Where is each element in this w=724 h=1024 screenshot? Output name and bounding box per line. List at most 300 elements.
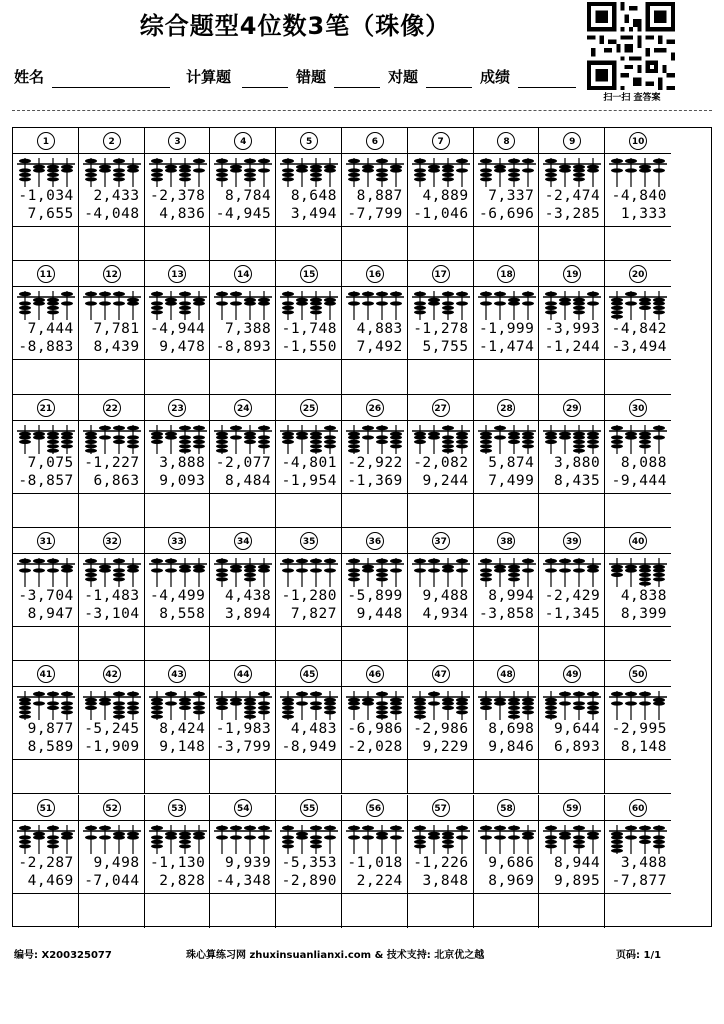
problem-cell [474,261,540,394]
addend-2: 9,229 [422,739,469,756]
answer-box[interactable] [408,626,473,660]
problem-number: 24 [234,399,252,417]
abacus-beads-image [542,158,602,188]
addend-2: -3,285 [544,206,601,222]
name-field[interactable] [52,87,170,88]
answer-box[interactable] [79,493,144,527]
abacus-beads-image [542,558,602,588]
abacus-beads-image [279,825,339,855]
problem-cell [408,261,474,394]
header-divider [276,153,341,154]
answer-box[interactable] [276,226,341,260]
abacus-beads-image [608,158,668,188]
addend-2: -3,799 [215,739,272,756]
header-divider [408,286,473,287]
answer-box[interactable] [539,893,604,928]
addend-1: -2,429 [544,587,601,604]
problem-number: 38 [497,532,515,550]
problem-cell [276,795,342,928]
abacus-beads-image [16,425,76,455]
problem-number: 14 [234,265,252,283]
answer-box[interactable] [13,893,78,928]
problem-number: 37 [432,532,450,550]
addend-2: -8,949 [281,739,337,756]
addend-1: 9,877 [27,721,74,738]
abacus-beads-image [16,558,76,588]
problem-number: 12 [103,265,121,283]
student-info-row [14,66,584,92]
header-divider [13,420,78,421]
answer-box[interactable] [276,626,341,660]
abacus-beads-image [345,291,405,321]
addend-2: -2,890 [281,872,337,889]
answer-box[interactable] [342,759,407,793]
page-title: 综合题型4位数3笔（珠像） [139,12,451,40]
addend-2: -1,369 [347,472,403,489]
problem-number: 18 [497,265,515,283]
addend-2: 8,947 [27,605,74,622]
header-divider [145,553,210,554]
addend-1: 2,433 [93,188,140,204]
header-divider [145,686,210,687]
problem-number: 6 [366,132,384,150]
abacus-beads-image [279,691,339,721]
header-divider [210,820,275,821]
answer-box[interactable] [145,759,210,793]
addend-1: -1,278 [413,321,469,338]
header-divider [13,686,78,687]
answer-box[interactable] [79,626,144,660]
answer-box[interactable] [210,893,275,928]
answer-box[interactable] [13,493,78,527]
qr-caption: 扫一扫 查答案 [603,93,661,103]
problem-cell [276,261,342,394]
problem-cell [408,795,474,928]
abacus-beads-image [477,825,537,855]
header-divider [145,286,210,287]
problem-number: 3 [168,132,186,150]
addend-2: 9,846 [488,739,535,756]
abacus-beads-image [542,691,602,721]
addend-1: 3,488 [620,854,667,871]
problem-cell [145,661,211,794]
problem-cell [539,395,605,528]
abacus-beads-image [82,825,142,855]
header-divider [342,820,407,821]
abacus-beads-image [608,825,668,855]
header-divider [145,153,210,154]
problem-number: 32 [103,532,121,550]
addend-1: 8,887 [356,188,403,204]
answer-box[interactable] [342,626,407,660]
footer-code: 编号: X200325077 [14,950,112,961]
answer-box[interactable] [605,226,671,260]
abacus-beads-image [608,425,668,455]
problem-cell [13,661,79,794]
problem-number: 30 [629,399,647,417]
answer-box[interactable] [210,759,275,793]
addend-1: 5,874 [488,454,535,471]
problem-number: 46 [366,665,384,683]
problem-cell [539,661,605,794]
abacus-beads-image [477,425,537,455]
addend-1: 3,888 [159,454,206,471]
header-divider [79,420,144,421]
addend-1: 7,444 [27,321,74,338]
answer-box[interactable] [342,226,407,260]
addend-2: 7,827 [290,605,337,622]
answer-box[interactable] [276,893,341,928]
addend-2: 9,244 [422,472,469,489]
answer-box[interactable] [474,226,539,260]
addend-1: -2,077 [215,454,272,471]
abacus-beads-image [279,158,339,188]
problem-cell [276,528,342,661]
answer-box[interactable] [474,759,539,793]
problem-cell [342,261,408,394]
header-divider [474,286,539,287]
abacus-beads-image [279,425,339,455]
abacus-beads-image [542,825,602,855]
header-divider [276,420,341,421]
header-divider [474,820,539,821]
addend-1: 8,088 [620,454,667,471]
header-divider [408,553,473,554]
header-divider [539,286,604,287]
problem-cell [210,128,276,261]
header-divider [408,153,473,154]
problem-cell [79,395,145,528]
abacus-beads-image [411,158,471,188]
problem-cell [79,795,145,928]
footer-page: 页码: 1/1 [616,950,662,961]
problem-number: 50 [629,665,647,683]
problem-cell [145,261,211,394]
answer-box[interactable] [539,626,604,660]
abacus-beads-image [16,691,76,721]
header-divider [408,686,473,687]
addend-1: -1,748 [281,321,337,338]
abacus-beads-image [82,691,142,721]
header-divider [79,153,144,154]
addend-1: -5,899 [347,587,403,604]
answer-box[interactable] [342,359,407,393]
answer-box[interactable] [145,493,210,527]
header-divider [474,420,539,421]
abacus-beads-image [411,691,471,721]
problem-cell [474,795,540,928]
addend-1: 4,438 [225,587,272,604]
score-field[interactable] [518,87,576,88]
addend-1: -1,983 [215,721,272,738]
abacus-beads-image [82,158,142,188]
addend-2: 3,848 [422,872,469,889]
problem-cell [13,395,79,528]
addend-2: 9,478 [159,339,206,356]
answer-box[interactable] [605,626,671,660]
problem-cell [13,261,79,394]
answer-box[interactable] [408,359,473,393]
addend-1: 8,424 [159,721,206,738]
addend-2: -3,494 [611,339,667,356]
answer-box[interactable] [539,759,604,793]
answer-box[interactable] [605,493,671,527]
problem-number: 35 [300,532,318,550]
addend-1: 4,883 [356,321,403,338]
answer-box[interactable] [474,626,539,660]
addend-2: 9,895 [554,872,601,889]
abacus-beads-image [345,825,405,855]
abacus-beads-image [213,425,273,455]
problem-number: 45 [300,665,318,683]
addend-2: -1,046 [413,206,469,222]
addend-1: 9,686 [488,854,535,871]
addend-2: -4,348 [215,872,272,889]
problem-number: 16 [366,265,384,283]
addend-2: -4,945 [215,206,272,222]
problem-number: 19 [563,265,581,283]
problem-cell [605,795,671,928]
header-divider [539,820,604,821]
problem-number: 47 [432,665,450,683]
abacus-beads-image [477,558,537,588]
answer-box[interactable] [145,893,210,928]
addend-1: -4,840 [611,188,667,204]
problem-cell [342,661,408,794]
addend-2: -8,893 [215,339,272,356]
answer-box[interactable] [276,359,341,393]
answer-box[interactable] [210,493,275,527]
answer-box[interactable] [474,893,539,928]
header-divider [408,420,473,421]
addend-1: -1,483 [84,587,140,604]
abacus-beads-image [148,425,208,455]
header-divider [79,553,144,554]
abacus-beads-image [148,825,208,855]
answer-box[interactable] [276,493,341,527]
answer-box[interactable] [342,493,407,527]
wrong-field[interactable] [334,87,380,88]
header-divider [210,686,275,687]
answer-box[interactable] [210,626,275,660]
abacus-beads-image [279,558,339,588]
addend-1: 7,075 [27,454,74,471]
problem-cell [474,661,540,794]
problem-cell [276,661,342,794]
answer-box[interactable] [79,893,144,928]
problem-cell [342,395,408,528]
problem-number: 22 [103,399,121,417]
problem-cell [276,128,342,261]
addend-2: -3,858 [479,605,535,622]
addend-2: 8,558 [159,605,206,622]
footer-site: 珠心算练习网 zhuxinsuanlianxi.com & 技术支持: 北京优之越 [186,950,485,961]
problem-cell [605,395,671,528]
cut-line [12,110,712,111]
answer-box[interactable] [13,759,78,793]
answer-box[interactable] [605,893,671,928]
problem-number: 53 [168,799,186,817]
abacus-beads-image [411,825,471,855]
calc-label: 计算题 [186,68,232,86]
answer-box[interactable] [408,493,473,527]
problem-number: 1 [37,132,55,150]
addend-1: 9,498 [93,854,140,871]
answer-box[interactable] [605,359,671,393]
problem-cell [210,395,276,528]
addend-2: 5,755 [422,339,469,356]
addend-1: -2,287 [18,854,74,871]
answer-box[interactable] [539,359,604,393]
header-divider [342,420,407,421]
abacus-beads-image [477,291,537,321]
abacus-beads-image [542,425,602,455]
abacus-beads-image [345,558,405,588]
addend-1: -1,280 [281,587,337,604]
problem-number: 57 [432,799,450,817]
header-divider [79,820,144,821]
addend-2: 4,836 [159,206,206,222]
addend-1: -5,353 [281,854,337,871]
answer-box[interactable] [605,759,671,793]
header-divider [342,553,407,554]
answer-box[interactable] [342,893,407,928]
abacus-beads-image [16,291,76,321]
problem-cell [210,261,276,394]
problem-cell [474,128,540,261]
addend-1: -4,801 [281,454,337,471]
problem-cell [408,661,474,794]
addend-1: -1,034 [18,188,74,204]
addend-2: -1,244 [544,339,601,356]
addend-1: -4,842 [611,321,667,338]
answer-box[interactable] [13,359,78,393]
answer-box[interactable] [79,226,144,260]
problem-cell [79,128,145,261]
addend-1: -3,993 [544,321,601,338]
header-divider [210,153,275,154]
problem-number: 15 [300,265,318,283]
abacus-beads-image [148,158,208,188]
abacus-beads-image [213,291,273,321]
problem-cell [13,528,79,661]
addend-1: 7,781 [93,321,140,338]
abacus-beads-image [345,425,405,455]
problem-cell [474,395,540,528]
header-divider [210,553,275,554]
answer-box[interactable] [276,759,341,793]
problem-number: 27 [432,399,450,417]
right-field[interactable] [426,87,472,88]
answer-box[interactable] [13,226,78,260]
problem-cell [539,128,605,261]
addend-2: 8,439 [93,339,140,356]
problem-number: 5 [300,132,318,150]
problem-cell [145,128,211,261]
addend-1: -2,995 [611,721,667,738]
addend-2: 2,828 [159,872,206,889]
problem-cell [145,795,211,928]
name-label: 姓名 [14,68,45,86]
problem-number: 36 [366,532,384,550]
answer-box[interactable] [539,493,604,527]
problem-number: 33 [168,532,186,550]
header-divider [605,820,671,821]
problem-grid [12,127,712,927]
addend-2: -6,696 [479,206,535,222]
abacus-beads-image [477,691,537,721]
problem-number: 49 [563,665,581,683]
header-divider [408,820,473,821]
answer-box[interactable] [79,759,144,793]
addend-2: -4,048 [84,206,140,222]
addend-1: -3,704 [18,587,74,604]
answer-box[interactable] [539,226,604,260]
abacus-beads-image [82,558,142,588]
addend-1: -2,378 [150,188,206,204]
header-divider [276,553,341,554]
addend-1: 8,698 [488,721,535,738]
calc-field[interactable] [242,87,288,88]
header-divider [276,286,341,287]
problem-number: 42 [103,665,121,683]
addend-1: -2,986 [413,721,469,738]
answer-box[interactable] [474,359,539,393]
answer-box[interactable] [13,626,78,660]
answer-box[interactable] [145,226,210,260]
header-divider [13,286,78,287]
abacus-beads-image [148,291,208,321]
addend-1: 4,483 [290,721,337,738]
problem-cell [210,661,276,794]
answer-box[interactable] [474,493,539,527]
abacus-beads-image [148,558,208,588]
addend-2: 8,399 [620,605,667,622]
problem-cell [342,795,408,928]
header-divider [13,820,78,821]
problem-number: 55 [300,799,318,817]
problem-cell [210,528,276,661]
answer-box[interactable] [408,226,473,260]
problem-number: 28 [497,399,515,417]
answer-box[interactable] [145,626,210,660]
answer-box[interactable] [145,359,210,393]
problem-number: 13 [168,265,186,283]
problem-number: 48 [497,665,515,683]
answer-box[interactable] [408,893,473,928]
answer-box[interactable] [210,359,275,393]
problem-cell [342,528,408,661]
answer-box[interactable] [210,226,275,260]
header-divider [605,686,671,687]
right-label: 对题 [388,68,419,86]
qr-code[interactable] [587,2,675,90]
addend-1: -2,922 [347,454,403,471]
problem-cell [408,528,474,661]
problem-cell [145,395,211,528]
answer-box[interactable] [408,759,473,793]
answer-box[interactable] [79,359,144,393]
addend-2: -9,444 [611,472,667,489]
abacus-beads-image [279,291,339,321]
addend-2: 8,148 [620,739,667,756]
header-divider [79,686,144,687]
problem-number: 17 [432,265,450,283]
problem-number: 59 [563,799,581,817]
header-divider [342,153,407,154]
abacus-beads-image [608,691,668,721]
addend-1: 7,337 [488,188,535,204]
